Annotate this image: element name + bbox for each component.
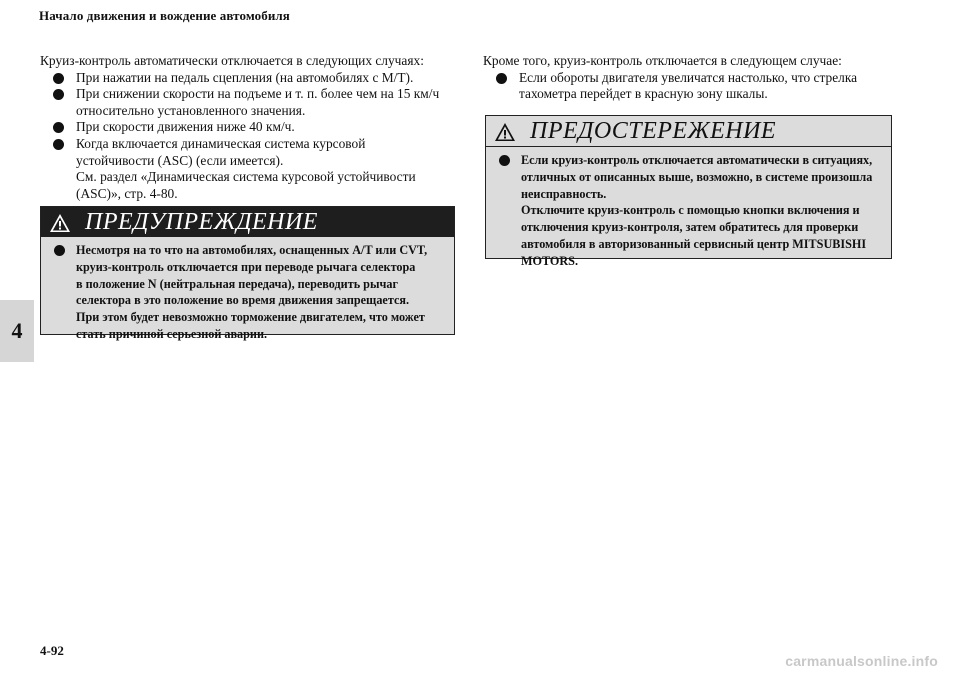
right-intro: Кроме того, круиз-контроль отключается в следующем случае: xyxy=(483,53,842,68)
bullet-dot-icon xyxy=(53,139,64,150)
caution-box xyxy=(485,115,892,268)
left-column xyxy=(40,53,460,202)
list-item: При скорости движения ниже 40 км/ч. xyxy=(40,119,460,136)
bullet-dot-icon xyxy=(53,73,64,84)
warning-box xyxy=(40,206,455,341)
list-item: Если обороты двигателя увеличатся настолько, что стрелка тахометра перейдет в красную зону шкалы. xyxy=(483,70,903,103)
bullet-dot-icon xyxy=(499,155,510,166)
warning-box-title: ПРЕДУПРЕЖДЕНИЕ xyxy=(85,209,318,235)
right-conditions-list xyxy=(483,70,903,103)
left-conditions-list xyxy=(40,70,460,203)
bullet-dot-icon xyxy=(496,73,507,84)
page-header-title: Начало движения и вождение автомобиля xyxy=(39,8,290,23)
left-intro: Круиз-контроль автоматически отключается в следующих случаях: xyxy=(40,53,424,68)
page-number: 4-92 xyxy=(40,643,64,658)
caution-box-header xyxy=(486,116,891,147)
caution-box-body xyxy=(486,147,891,270)
warning-box-header xyxy=(41,207,454,237)
list-item: Если круиз-контроль отключается автоматически в ситуациях, отличных от описанных выше, возможно, в системе произошла неисправность. Отключите круиз-контроль с помощью кнопки включения и отключения круиз-контроля, затем обратитесь для проверки автомобиля в авторизованный сервисный центр MITSUBISHI MOTORS. xyxy=(496,152,881,270)
watermark: carmanualsonline.info xyxy=(785,653,938,669)
list-item: При нажатии на педаль сцепления (на автомобилях с M/T). xyxy=(40,70,460,87)
right-column xyxy=(483,53,903,103)
list-item: Когда включается динамическая система курсовой устойчивости (ASC) (если имеется). См. раздел «Динамическая система курсовой устойчивости (ASC)», стр. 4-80. xyxy=(40,136,460,202)
warning-triangle-icon xyxy=(49,213,71,233)
warning-triangle-icon xyxy=(494,122,516,142)
caution-box-title: ПРЕДОСТЕРЕЖЕНИЕ xyxy=(530,118,777,144)
list-item: Несмотря на то что на автомобилях, оснащенных A/T или CVT, круиз-контроль отключается при переводе рычага селектора в положение N (нейтральная передача), переводить рычаг селектора в это положение во время движения запрещается. При этом будет невозможно торможение двигателем, что может стать причиной серьезной аварии. xyxy=(51,242,444,343)
chapter-tab: 4 xyxy=(0,300,34,362)
list-item: При снижении скорости на подъеме и т. п. более чем на 15 км/ч относительно установленного значения. xyxy=(40,86,460,119)
warning-box-body xyxy=(41,237,454,343)
bullet-dot-icon xyxy=(53,122,64,133)
bullet-dot-icon xyxy=(54,245,65,256)
bullet-dot-icon xyxy=(53,89,64,100)
